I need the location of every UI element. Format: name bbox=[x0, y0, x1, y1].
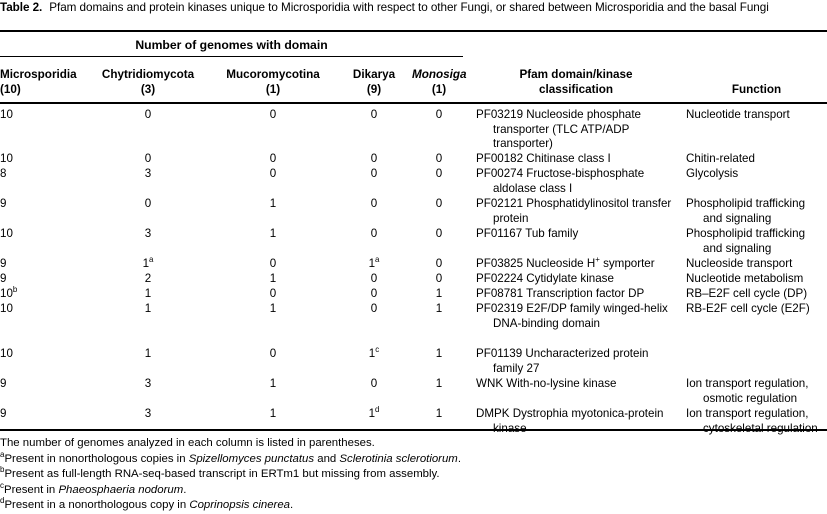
column-header-chytridiomycota-name: Chytridiomycota bbox=[101, 68, 195, 81]
cell-function: Chitin-related bbox=[686, 152, 755, 165]
cell-pfam-classification: PF02224 Cytidylate kinase bbox=[476, 272, 614, 285]
table-row bbox=[0, 257, 827, 272]
cell-microsporidia: 9 bbox=[0, 257, 7, 270]
cell-monosiga: 1 bbox=[435, 302, 443, 315]
cell-chytridiomycota: 1 bbox=[144, 287, 152, 300]
column-header-chytridiomycota-count: (3) bbox=[140, 82, 156, 96]
cell-monosiga: 0 bbox=[435, 152, 443, 165]
table-row bbox=[0, 347, 827, 377]
cell-chytridiomycota: 3 bbox=[144, 407, 152, 420]
cell-dikarya: 0 bbox=[370, 152, 378, 165]
cell-microsporidia: 10 bbox=[0, 152, 13, 165]
cell-microsporidia: 10 bbox=[0, 347, 13, 360]
rule-header-bottom bbox=[0, 102, 827, 104]
cell-monosiga: 1 bbox=[435, 407, 443, 420]
cell-function: RB-E2F cell cycle (E2F) bbox=[686, 302, 810, 315]
column-group-header-genomes: Number of genomes with domain bbox=[135, 38, 328, 52]
column-header-pfam-line2: classification bbox=[538, 82, 614, 96]
footnote-marker: c bbox=[375, 345, 380, 355]
table-row bbox=[0, 197, 827, 227]
cell-dikarya: 1$^a$ bbox=[368, 255, 380, 270]
column-header-pfam-line1: Pfam domain/kinase bbox=[519, 68, 633, 81]
cell-microsporidia: 9 bbox=[0, 197, 7, 210]
column-header-microsporidia-count: (10) bbox=[0, 82, 21, 96]
table-row bbox=[0, 108, 827, 152]
cell-monosiga: 0 bbox=[435, 227, 443, 240]
cell-chytridiomycota: 0 bbox=[144, 197, 152, 210]
column-header-microsporidia bbox=[0, 68, 90, 97]
cell-chytridiomycota: 3 bbox=[144, 227, 152, 240]
cell-mucoromycotina: 1 bbox=[269, 302, 277, 315]
table-footnotes bbox=[0, 436, 827, 514]
cell-monosiga: 1 bbox=[435, 347, 443, 360]
column-header-monosiga bbox=[412, 68, 466, 97]
cell-mucoromycotina: 1 bbox=[269, 407, 277, 420]
cell-pfam-classification: PF00274 Fructose-bisphosphate aldolase class I bbox=[476, 167, 645, 195]
cell-monosiga: 0 bbox=[435, 272, 443, 285]
cell-monosiga: 0 bbox=[435, 257, 443, 270]
cell-function: Ion transport regulation, cytoskeletal regulation bbox=[686, 407, 818, 435]
table-row bbox=[0, 377, 827, 407]
footnote-marker: a bbox=[0, 449, 5, 459]
footnote-marker: c bbox=[0, 480, 4, 490]
cell-dikarya: 0 bbox=[370, 227, 378, 240]
table-row bbox=[0, 302, 827, 347]
cell-chytridiomycota: 3 bbox=[144, 377, 152, 390]
cell-dikarya: 1$^c$ bbox=[368, 345, 380, 360]
cell-pfam-classification: PF02319 E2F/DP family winged-helix DNA-binding domain bbox=[476, 302, 668, 330]
cell-dikarya: 0 bbox=[370, 377, 378, 390]
table-caption-label: Table 2. bbox=[0, 1, 43, 14]
cell-function: Phospholipid trafficking and signaling bbox=[686, 227, 806, 255]
cell-mucoromycotina: 1 bbox=[269, 227, 277, 240]
column-header-pfam-classification bbox=[476, 68, 676, 97]
cell-mucoromycotina: 0 bbox=[269, 287, 277, 300]
cell-pfam-classification: PF03219 Nucleoside phosphate transporter (TLC ATP/ADP transporter) bbox=[476, 108, 642, 151]
footnote-marker: d bbox=[0, 496, 5, 506]
table-row bbox=[0, 167, 827, 197]
cell-pfam-classification: PF08781 Transcription factor DP bbox=[476, 287, 645, 300]
cell-dikarya: 1$^d$ bbox=[368, 405, 380, 420]
cell-pfam-classification: DMPK Dystrophia myotonica-protein kinase bbox=[476, 407, 664, 435]
cell-dikarya: 0 bbox=[370, 167, 378, 180]
cell-microsporidia: 8 bbox=[0, 167, 7, 180]
cell-monosiga: 0 bbox=[435, 197, 443, 210]
cell-function: Nucleotide transport bbox=[686, 108, 790, 121]
column-header-monosiga-name: Monosiga bbox=[412, 68, 467, 81]
cell-microsporidia: 10 bbox=[0, 227, 13, 240]
cell-microsporidia: 10 bbox=[0, 302, 13, 315]
cell-pfam-classification: PF01167 Tub family bbox=[476, 227, 579, 240]
cell-mucoromycotina: 0 bbox=[269, 347, 277, 360]
cell-chytridiomycota: 0 bbox=[144, 152, 152, 165]
cell-monosiga: 1 bbox=[435, 287, 443, 300]
cell-monosiga: 1 bbox=[435, 377, 443, 390]
footnote: $^b$Present as full-length RNA-seq-based transcript in ERTm1 but missing from assembly. bbox=[0, 465, 440, 481]
cell-mucoromycotina: 0 bbox=[269, 108, 277, 121]
rule-spanner bbox=[0, 56, 463, 57]
cell-chytridiomycota: 1 bbox=[144, 347, 152, 360]
footnote: $^a$Present in nonorthologous copies in Spizellomyces punctatus and Sclerotinia sclerotiorum. bbox=[0, 449, 461, 465]
cell-mucoromycotina: 1 bbox=[269, 197, 277, 210]
cell-chytridiomycota: 2 bbox=[144, 272, 152, 285]
cell-dikarya: 0 bbox=[370, 272, 378, 285]
table-caption bbox=[0, 0, 827, 16]
cell-chytridiomycota: 3 bbox=[144, 167, 152, 180]
footnote-marker: d bbox=[375, 405, 380, 415]
cell-microsporidia: 10 bbox=[0, 108, 13, 121]
cell-pfam-classification: PF02121 Phosphatidylinositol transfer protein bbox=[476, 197, 672, 225]
footnote: The number of genomes analyzed in each column is listed in parentheses. bbox=[0, 437, 375, 449]
footnote: $^d$Present in a nonorthologous copy in Coprinopsis cinerea. bbox=[0, 496, 294, 512]
cell-mucoromycotina: 0 bbox=[269, 152, 277, 165]
cell-mucoromycotina: 1 bbox=[269, 272, 277, 285]
cell-function: RB–E2F cell cycle (DP) bbox=[686, 287, 808, 300]
cell-dikarya: 0 bbox=[370, 197, 378, 210]
footnote: $^c$Present in Phaeosphaeria nodorum. bbox=[0, 480, 187, 496]
cell-pfam-classification: PF01139 Uncharacterized protein family 27 bbox=[476, 347, 649, 375]
footnote-marker: a bbox=[149, 255, 154, 265]
table-row bbox=[0, 407, 827, 437]
table-row bbox=[0, 272, 827, 287]
column-header-dikarya-count: (9) bbox=[366, 82, 382, 96]
cell-pfam-classification: PF00182 Chitinase class I bbox=[476, 152, 611, 165]
cell-function: Phospholipid trafficking and signaling bbox=[686, 197, 806, 225]
cell-dikarya: 0 bbox=[370, 302, 378, 315]
column-header-microsporidia-name: Microsporidia bbox=[0, 68, 77, 81]
cell-pfam-classification: PF03825 Nucleoside H+ symporter bbox=[476, 255, 655, 270]
table-caption-text: Pfam domains and protein kinases unique to Microsporidia with respect to other Fungi, or shared between Microsporidia and the basal Fungi bbox=[49, 1, 769, 14]
column-header-function: Function bbox=[731, 82, 782, 96]
cell-mucoromycotina: 0 bbox=[269, 257, 277, 270]
cell-chytridiomycota: 1 bbox=[144, 302, 152, 315]
cell-monosiga: 0 bbox=[435, 167, 443, 180]
cell-chytridiomycota: 0 bbox=[144, 108, 152, 121]
table-row bbox=[0, 287, 827, 302]
cell-mucoromycotina: 0 bbox=[269, 167, 277, 180]
table-row bbox=[0, 227, 827, 257]
cell-microsporidia: 9 bbox=[0, 377, 7, 390]
cell-function: Glycolysis bbox=[686, 167, 739, 180]
cell-function: Nucleotide metabolism bbox=[686, 272, 804, 285]
column-header-dikarya-name: Dikarya bbox=[352, 68, 396, 81]
column-header-dikarya bbox=[338, 68, 410, 97]
cell-function: Ion transport regulation, osmotic regulation bbox=[686, 377, 809, 405]
cell-dikarya: 0 bbox=[370, 108, 378, 121]
column-header-monosiga-count: (1) bbox=[431, 82, 447, 96]
cell-function: Nucleoside transport bbox=[686, 257, 793, 270]
footnote-marker: b bbox=[0, 465, 5, 475]
cell-microsporidia: 10$^b$ bbox=[0, 285, 18, 300]
footnote-marker: a bbox=[375, 255, 380, 265]
table-row bbox=[0, 152, 827, 167]
cell-mucoromycotina: 1 bbox=[269, 377, 277, 390]
rule-top bbox=[0, 30, 827, 32]
footnote-marker: b bbox=[12, 285, 18, 295]
column-header-mucoromycotina-name: Mucoromycotina bbox=[226, 68, 320, 81]
column-header-mucoromycotina bbox=[212, 68, 334, 97]
cell-monosiga: 0 bbox=[435, 108, 443, 121]
column-header-chytridiomycota bbox=[92, 68, 204, 97]
cell-dikarya: 0 bbox=[370, 287, 378, 300]
cell-chytridiomycota: 1$^a$ bbox=[142, 255, 154, 270]
column-header-mucoromycotina-count: (1) bbox=[265, 82, 281, 96]
cell-pfam-classification: WNK With-no-lysine kinase bbox=[476, 377, 617, 390]
cell-microsporidia: 9 bbox=[0, 272, 7, 285]
cell-microsporidia: 9 bbox=[0, 407, 7, 420]
